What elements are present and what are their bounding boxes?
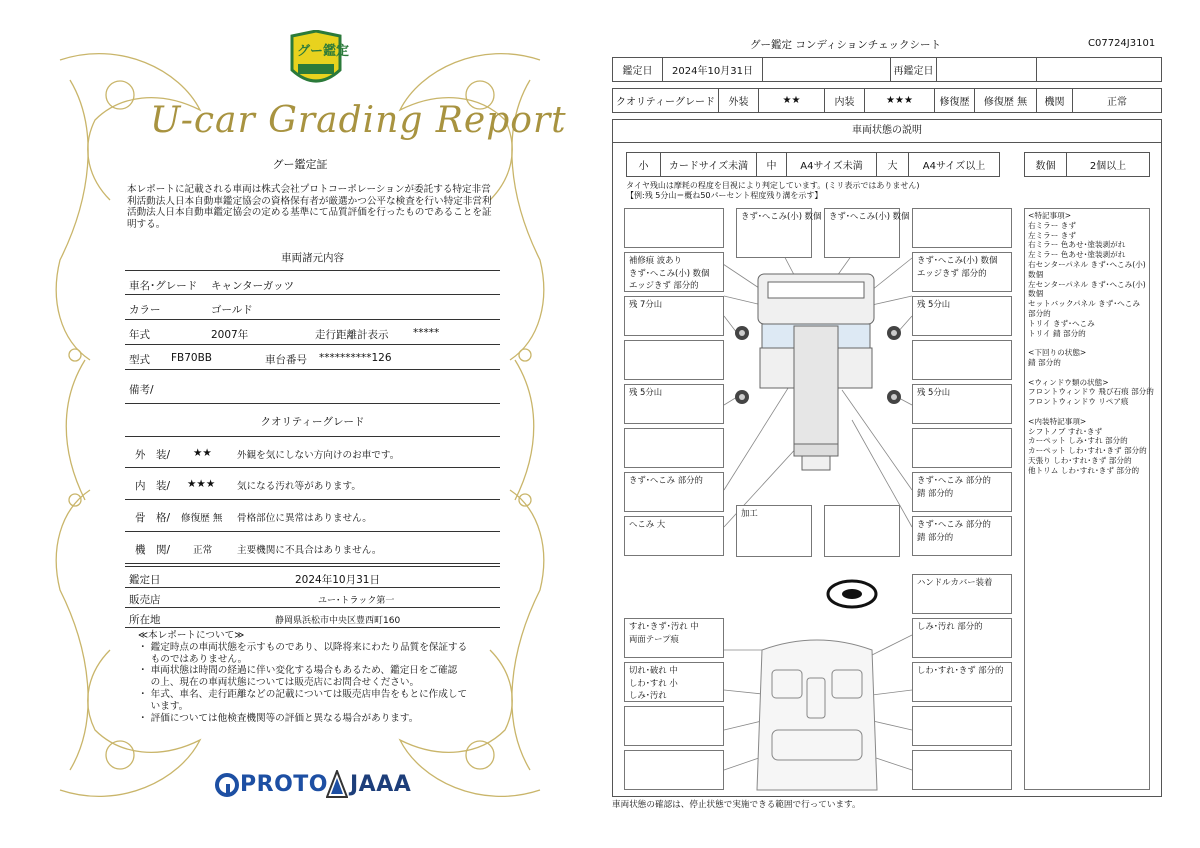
- condition-box-left-1: [624, 252, 724, 292]
- model-label: 型式: [129, 354, 150, 366]
- special-heading: <下回りの状態>: [1028, 348, 1087, 358]
- chassis-label: 車台番号: [265, 354, 307, 366]
- size-small-desc: カードサイズ未満: [661, 153, 757, 177]
- grade-row-frame: [125, 500, 500, 532]
- row-dealer: [125, 588, 500, 608]
- box-text: きず･へこみ 部分的: [629, 475, 703, 485]
- condition-box: [824, 505, 900, 557]
- condition-box-right-6: [912, 472, 1012, 512]
- condition-box: [912, 750, 1012, 790]
- special-line: 部分的: [1028, 308, 1051, 318]
- size-small: 小: [627, 153, 661, 177]
- grade-row-engine: [125, 532, 500, 564]
- special-line: トリイ 錆 部分的: [1028, 328, 1086, 338]
- dealer-label: 販売店: [129, 594, 161, 606]
- sheet-id: C07724J3101: [1088, 38, 1156, 49]
- condition-box: [624, 208, 724, 248]
- date-value: 2024年10月31日: [663, 58, 763, 82]
- year-value: 2007年: [211, 329, 249, 341]
- state-heading: 車両状態の説明: [612, 119, 1162, 143]
- special-line: フロントウィンドウ リペア痕: [1028, 397, 1129, 407]
- count-label: 数個: [1025, 153, 1067, 177]
- box-text: 残 5分山: [917, 387, 951, 397]
- special-line: フロントウィンドウ 飛び石痕 部分的: [1028, 387, 1154, 397]
- date-label: 鑑定日: [129, 574, 161, 586]
- special-line: 数個: [1028, 289, 1044, 299]
- box-text: 加工: [741, 508, 758, 518]
- color-value: ゴールド: [211, 304, 253, 316]
- special-line: 天張り しわ･すれ･きず 部分的: [1028, 455, 1132, 465]
- box-text: 残 5分山: [629, 387, 663, 397]
- exterior-desc: 外観を気にしない方向けのお車です。: [237, 450, 400, 461]
- note-line: ものではありません。: [138, 653, 248, 665]
- condition-box: [912, 706, 1012, 746]
- int-label: 内装: [825, 89, 865, 113]
- size-mid: 中: [757, 153, 787, 177]
- frame-desc: 骨格部位に異常はありません。: [237, 513, 372, 524]
- tire-box-rear-left: [624, 384, 724, 424]
- note-line: ・ 評価については他検査機関等の評価と異なる場合があります。: [138, 712, 419, 724]
- box-text: きず･へこみ(小) 数個: [629, 267, 710, 278]
- ext-label: 外装: [719, 89, 759, 113]
- date-value: 2024年10月31日: [295, 574, 380, 586]
- special-line: カーペット しわ･すれ･きず 部分的: [1028, 446, 1147, 456]
- mileage-label: 走行距離計表示: [315, 329, 389, 341]
- footer-note: 車両状態の確認は、停止状態で実施できる範囲で行っています。: [612, 800, 861, 810]
- date-empty: [763, 58, 891, 82]
- exterior-stars: ★★: [193, 447, 212, 459]
- box-text: 両面テープ痕: [629, 633, 679, 644]
- condition-box-mid-7: [736, 505, 812, 557]
- color-label: カラー: [129, 304, 161, 316]
- box-text: 切れ･破れ 中: [629, 665, 678, 675]
- ext-value: ★★: [759, 89, 825, 113]
- int-value: ★★★: [865, 89, 935, 113]
- box-text: エッジきず 部分的: [917, 267, 987, 278]
- box-text: しわ･すれ･きず 部分的: [917, 665, 1004, 675]
- year-label: 年式: [129, 329, 150, 341]
- engine-value: 正常: [1073, 89, 1162, 113]
- report-title: U-car Grading Report: [150, 100, 567, 141]
- frame-value: 修復歴 無: [181, 513, 223, 524]
- grade-row-exterior: [125, 436, 500, 468]
- condition-box-right-1: [912, 252, 1012, 292]
- certificate-intro: 本レポートに記載される車両は株式会社プロトコーポレーションが委託する特定非営利活動法人日本自動車鑑定協会の資格保有者が厳選かつ公平な検査を行い特定非営利活動法人日本自動車鑑定協会の定める基準にて品質評価を行ったものであることを証明する。: [127, 184, 492, 230]
- condition-box-left-7: [624, 516, 724, 556]
- condition-box-left-6: [624, 472, 724, 512]
- redate-label: 再鑑定日: [891, 58, 937, 82]
- name-value: キャンターガッツ: [211, 280, 295, 292]
- special-spacer: [1028, 338, 1146, 348]
- box-text: しみ･汚れ 部分的: [917, 621, 983, 631]
- box-text: きず･へこみ(小) 数個: [917, 255, 998, 265]
- size-mid-desc: A4サイズ未満: [787, 153, 877, 177]
- box-text: へこみ 大: [629, 519, 666, 529]
- special-heading: <特記事項>: [1028, 211, 1072, 220]
- jaaa-logo-icon: [326, 770, 348, 798]
- exterior-label: 外 装/: [135, 449, 171, 461]
- box-text: きず･へこみ 部分的: [917, 475, 991, 485]
- special-line: 右ミラー 色あせ･塗装剥がれ: [1028, 240, 1126, 250]
- interior-box-left-1: [624, 618, 724, 658]
- special-line: 左ミラー 色あせ･塗装剥がれ: [1028, 250, 1126, 260]
- condition-box: [912, 208, 1012, 248]
- engine-desc: 主要機関に不具合はありません。: [237, 545, 382, 556]
- spec-row-color: [125, 295, 500, 320]
- certificate-title: グー鑑定証: [272, 158, 328, 171]
- special-spacer: [1028, 368, 1146, 378]
- condition-box-right-7: [912, 516, 1012, 556]
- row-address: [125, 608, 500, 628]
- row-date: [125, 566, 500, 588]
- condition-box: [624, 706, 724, 746]
- mileage-value: *****: [413, 327, 440, 339]
- box-text: 残 7分山: [629, 299, 663, 309]
- box-text: 錆 部分的: [917, 531, 954, 542]
- spec-row-model: [125, 345, 500, 370]
- box-text: きず･へこみ(小) 数個: [829, 211, 910, 221]
- note-line: の上、現在の車両状態については販売店にお問合せください。: [138, 677, 420, 689]
- size-large: 大: [877, 153, 909, 177]
- special-line: 錆 部分的: [1028, 357, 1061, 367]
- condition-box-top-1: [736, 208, 822, 258]
- special-line: 左ミラー きず: [1028, 230, 1076, 240]
- condition-check-sheet: [600, 0, 1200, 848]
- box-text: 残 5分山: [917, 299, 951, 309]
- engine-label: 機関: [1037, 89, 1073, 113]
- special-line: トリイ きず･へこみ: [1028, 318, 1095, 328]
- special-line: 右ミラー きず: [1028, 220, 1076, 230]
- interior-label: 内 装/: [135, 480, 171, 492]
- special-notes-panel: [1024, 208, 1154, 790]
- box-text: すれ･きず･汚れ 中: [629, 621, 699, 631]
- redate-empty: [1037, 58, 1162, 82]
- spec-row-name: [125, 270, 500, 295]
- condition-box: [624, 750, 724, 790]
- note-line: ・ 鑑定時点の車両状態を示すものであり、以降将来にわたり品質を保証する: [138, 641, 468, 653]
- repair-value: 修復歴 無: [975, 89, 1037, 113]
- special-line: 数個: [1028, 269, 1044, 279]
- notes-title: ≪本レポートについて≫: [138, 630, 245, 641]
- condition-box-top-2: [824, 208, 910, 258]
- sheet-title: グー鑑定 コンディションチェックシート: [750, 39, 941, 51]
- condition-box: [912, 340, 1012, 380]
- special-line: セットバックパネル きず･へこみ: [1028, 299, 1140, 309]
- tire-box-front-left: [624, 296, 724, 336]
- special-heading: <内装特記事項>: [1028, 416, 1087, 426]
- box-text: ハンドルカバー装着: [917, 577, 993, 587]
- frame-label: 骨 格/: [135, 512, 171, 524]
- model-value: FB70BB: [171, 352, 213, 364]
- proto-logo-text: PROTO: [240, 772, 328, 797]
- special-line: 他トリム しわ･すれ･きず 部分的: [1028, 465, 1140, 475]
- tire-note-2: 【例:残 5分山＝概ね50パーセント程度残り溝を示す】: [626, 191, 823, 200]
- report-notes: [138, 630, 498, 724]
- repair-label: 修復歴: [935, 89, 975, 113]
- steering-box: [912, 574, 1012, 614]
- tire-note-1: タイヤ残山は摩耗の程度を目視により判定しています。(ミリ表示ではありません): [626, 181, 920, 190]
- date-label: 鑑定日: [613, 58, 663, 82]
- engine-label: 機 関/: [135, 544, 171, 556]
- special-heading: <ウィンドウ類の状態>: [1028, 377, 1109, 387]
- tire-box-front-right: [912, 296, 1012, 336]
- quality-grade-heading: クオリティーグレード: [260, 416, 365, 428]
- note-line: ・ 車両状態は時間の経過に伴い変化する場合もあるため、鑑定日をご確認: [138, 665, 458, 677]
- address-value: 静岡県浜松市中央区豊西町160: [275, 616, 401, 626]
- redate-value: [937, 58, 1037, 82]
- spec-row-remarks: [125, 372, 500, 404]
- special-line: 左センターパネル きず･へこみ(小): [1028, 279, 1146, 289]
- dealer-value: ユー･トラック第一: [318, 596, 395, 606]
- tire-box-rear-right: [912, 384, 1012, 424]
- interior-box-right-1: [912, 618, 1012, 658]
- box-text: 錆 部分的: [917, 487, 954, 498]
- chassis-value: **********126: [319, 352, 392, 364]
- box-text: しわ･すれ 小: [629, 677, 678, 688]
- logo-text: グー鑑定: [297, 44, 350, 59]
- jaaa-logo-text: JAAA: [350, 772, 412, 797]
- count-legend-table: [1024, 152, 1150, 177]
- count-value: 2個以上: [1067, 153, 1150, 177]
- condition-box: [912, 428, 1012, 468]
- box-text: エッジきず 部分的: [629, 280, 699, 290]
- box-text: きず･へこみ(小) 数個: [741, 211, 822, 221]
- grade-table: [612, 88, 1162, 113]
- condition-box: [624, 340, 724, 380]
- box-text: しみ･汚れ: [629, 690, 667, 700]
- condition-box: [624, 428, 724, 468]
- interior-box-left-2: [624, 662, 724, 702]
- special-line: 右センターパネル きず･へこみ(小): [1028, 259, 1146, 269]
- interior-desc: 気になる汚れ等があります。: [237, 481, 361, 492]
- size-large-desc: A4サイズ以上: [909, 153, 1000, 177]
- interior-box-right-2: [912, 662, 1012, 702]
- size-legend-table: [626, 152, 1000, 177]
- note-line: ・ 年式、車名、走行距離などの記載については販売店申告をもとに作成して: [138, 688, 468, 700]
- date-table: [612, 57, 1162, 82]
- note-line: います。: [138, 700, 189, 712]
- special-line: カーペット しみ･すれ 部分的: [1028, 436, 1128, 446]
- special-spacer: [1028, 407, 1146, 417]
- grade-row-interior: [125, 468, 500, 500]
- address-label: 所在地: [129, 614, 161, 626]
- engine-value: 正常: [193, 545, 213, 556]
- name-label: 車名･グレード: [129, 280, 198, 292]
- box-text: 補修痕 波あり: [629, 255, 682, 265]
- spec-row-year: [125, 320, 500, 345]
- remarks-label: 備考/: [129, 384, 154, 396]
- interior-stars: ★★★: [187, 478, 216, 490]
- box-text: きず･へこみ 部分的: [917, 519, 991, 529]
- proto-logo-icon: [214, 772, 240, 798]
- qg-label: クオリティーグレード: [613, 89, 719, 113]
- spec-heading: 車両諸元内容: [281, 252, 344, 264]
- special-line: シフトノブ すれ･きず: [1028, 426, 1103, 436]
